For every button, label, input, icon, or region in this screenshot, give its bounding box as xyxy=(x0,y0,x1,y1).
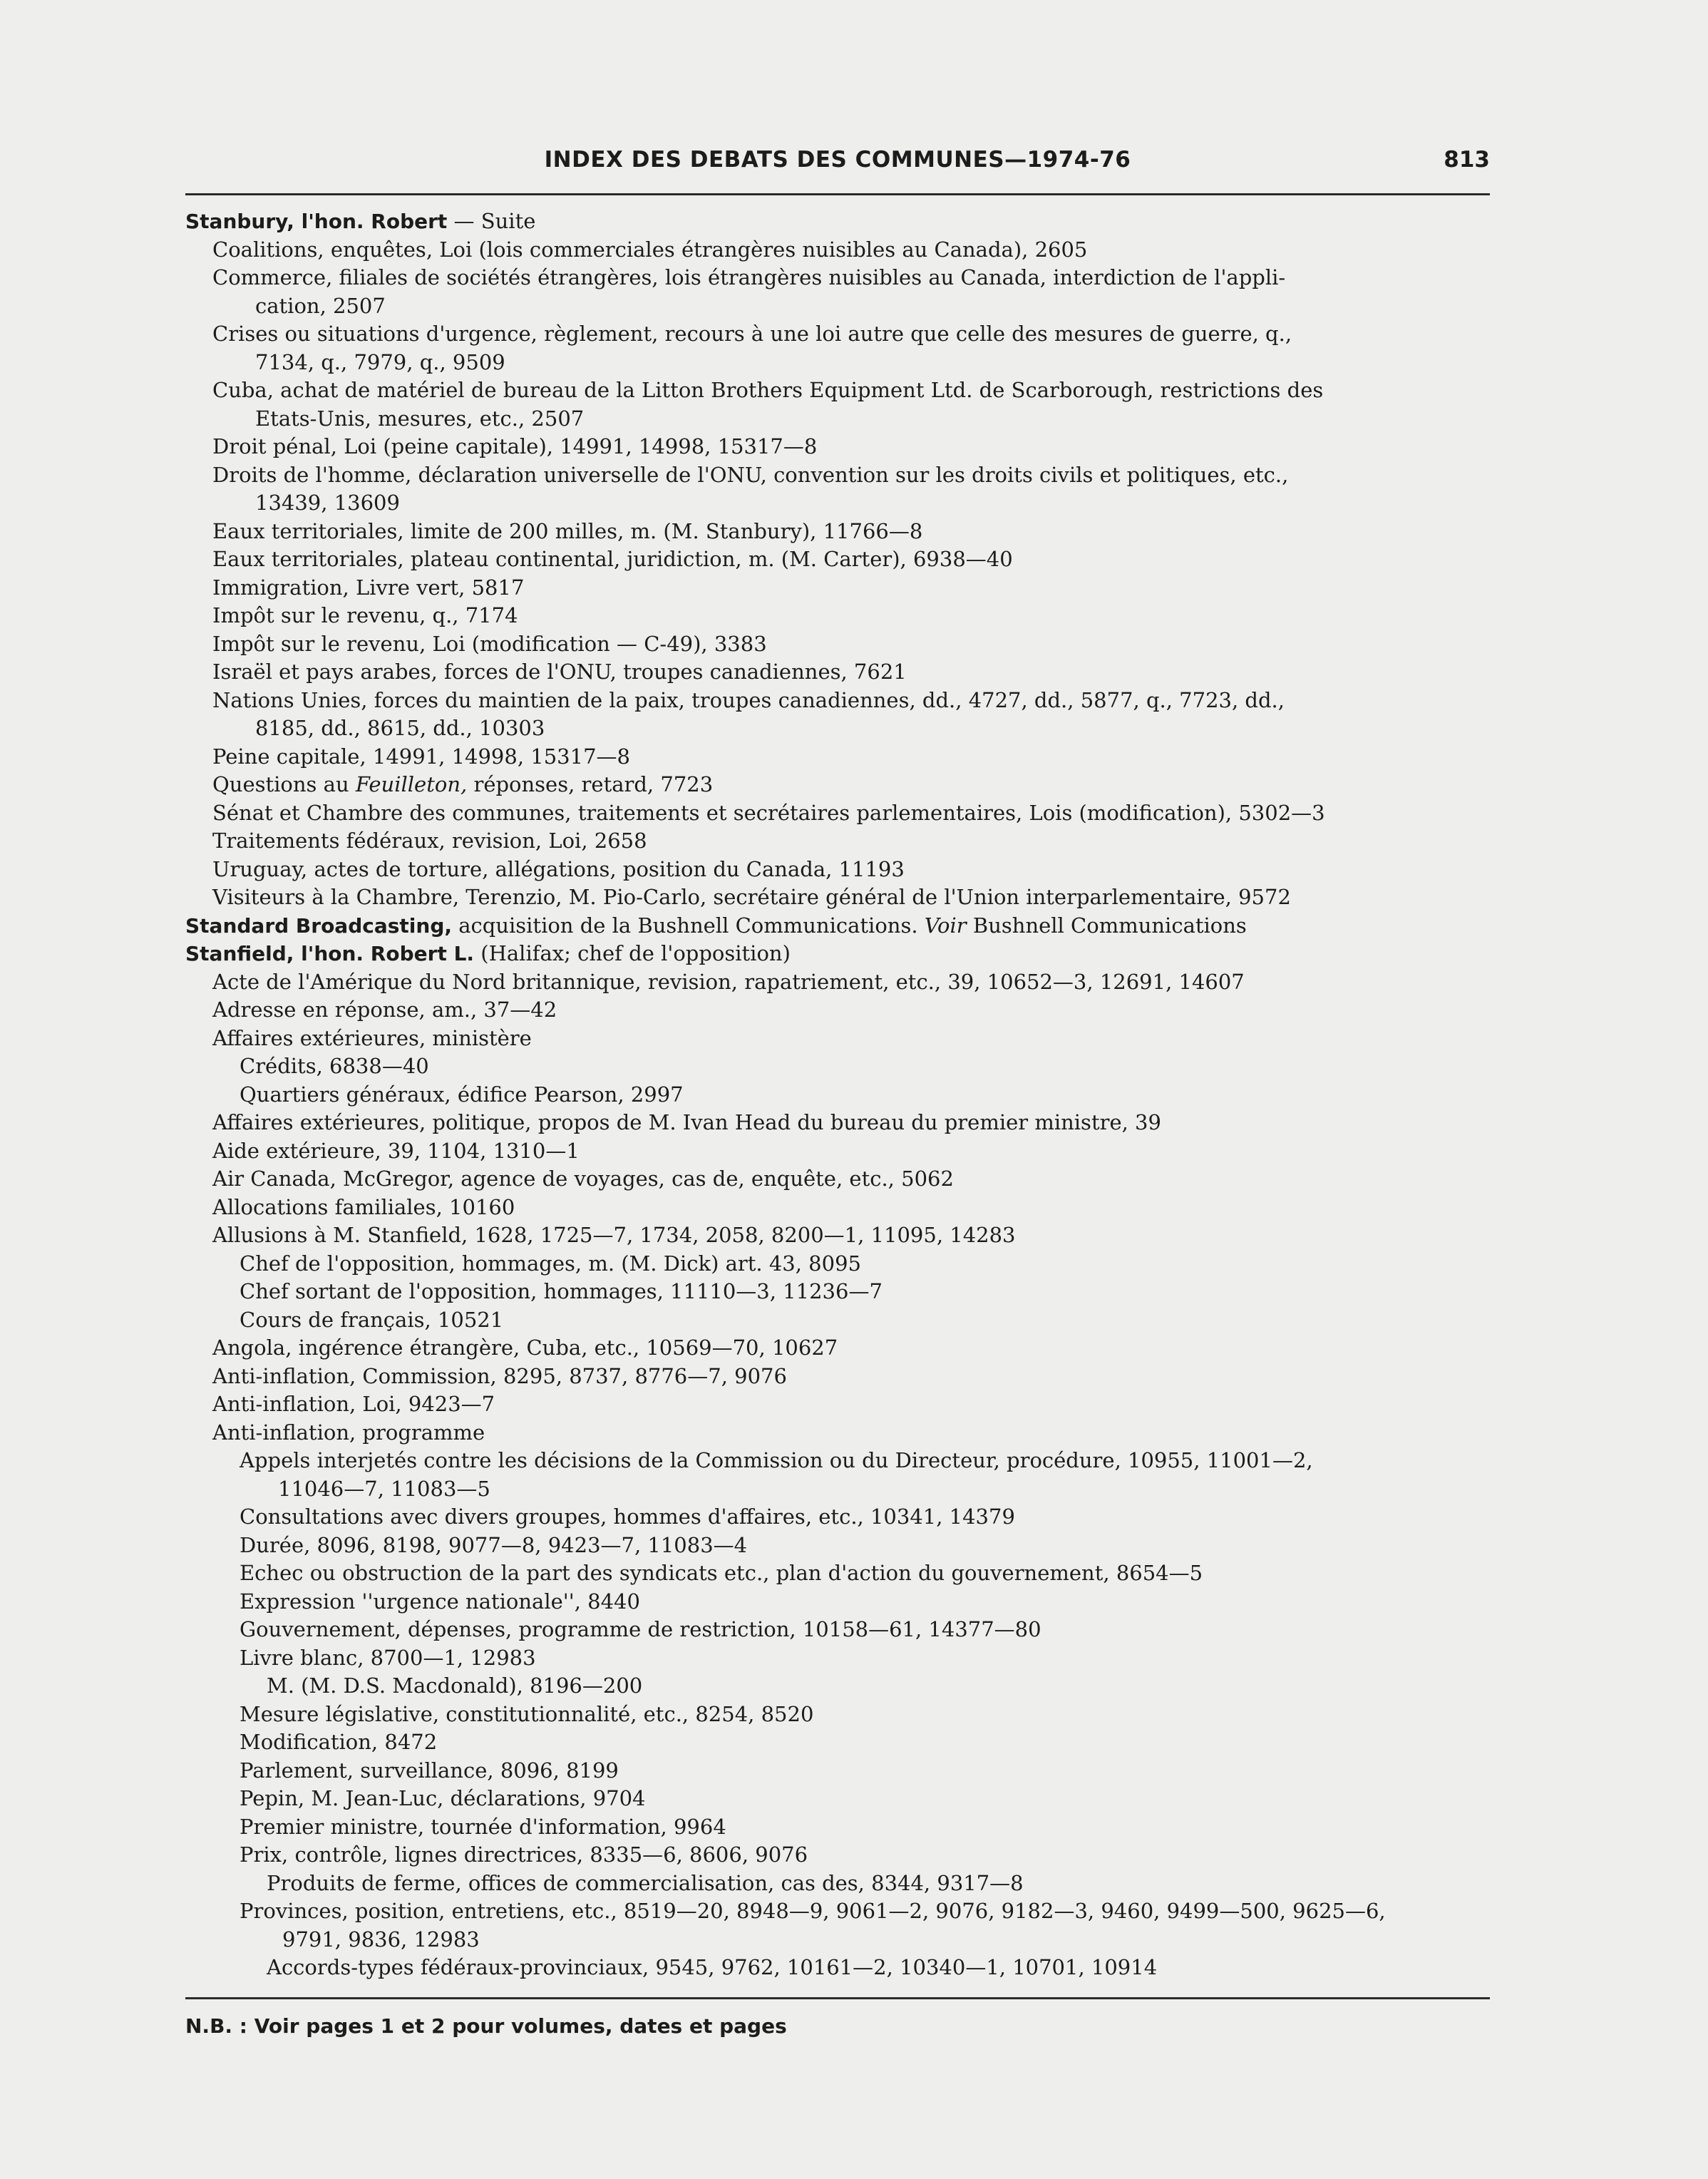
sub-entry-continuation: 13439, 13609 xyxy=(255,491,400,515)
sub-entry: Visiteurs à la Chambre, Terenzio, M. Pio-Carlo, secrétaire général de l'Union interparlementaire, 9572 xyxy=(212,885,1291,909)
running-title: INDEX DES DEBATS DES COMMUNES—1974-76 xyxy=(544,147,1131,173)
cross-reference-voir: Voir xyxy=(924,913,967,938)
sub-entry: Impôt sur le revenu, Loi (modification — C-49), 3383 xyxy=(212,631,767,656)
sub-sub-entry: Crédits, 6838—40 xyxy=(240,1054,429,1078)
sub-entry: Aide extérieure, 39, 1104, 1310—1 xyxy=(212,1138,580,1163)
sub-sub-entry: Chef de l'opposition, hommages, m. (M. Dick) art. 43, 8095 xyxy=(240,1251,861,1276)
sub-entry-continuation: 7134, q., 7979, q., 9509 xyxy=(255,349,505,374)
sub-entry: Eaux territoriales, plateau continental, juridiction, m. (M. Carter), 6938—40 xyxy=(212,547,1013,571)
sub-sub-entry: Quartiers généraux, édifice Pearson, 2997 xyxy=(240,1082,684,1107)
sub-sub-entry: Cours de français, 10521 xyxy=(240,1307,504,1332)
sub-sub-entry: Chef sortant de l'opposition, hommages, 11110—3, 11236—7 xyxy=(240,1279,883,1303)
sub-entry: Droit pénal, Loi (peine capitale), 14991, 14998, 15317—8 xyxy=(212,434,818,458)
sub-entry: Sénat et Chambre des communes, traitements et secrétaires parlementaires, Lois (modification), 5302—3 xyxy=(212,800,1325,825)
sub-entry-continuation: cation, 2507 xyxy=(255,293,386,318)
sub-entry: Nations Unies, forces du maintien de la paix, troupes canadiennes, dd., 4727, dd., 5877, q., 7723, dd., xyxy=(212,687,1285,712)
sub-entry xyxy=(185,771,1490,799)
footer-rule xyxy=(185,1997,1490,1999)
sub-sub-sub-entry: Accords-types fédéraux-provinciaux, 9545, 9762, 10161—2, 10340—1, 10701, 10914 xyxy=(267,1955,1158,1979)
sub-sub-entry: Modification, 8472 xyxy=(240,1730,438,1754)
sub-entry: Anti-inflation, Commission, 8295, 8737, 8776—7, 9076 xyxy=(212,1363,787,1388)
sub-entry: Uruguay, actes de torture, allégations, position du Canada, 11193 xyxy=(212,856,905,881)
sub-entry-text: réponses, retard, 7723 xyxy=(467,772,714,796)
running-header xyxy=(185,147,1490,187)
sub-entry: Eaux territoriales, limite de 200 milles, m. (M. Stanbury), 11766—8 xyxy=(212,518,923,543)
sub-entry-continuation: Etats-Unis, mesures, etc., 2507 xyxy=(255,406,585,431)
sub-entry: Angola, ingérence étrangère, Cuba, etc., 10569—70, 10627 xyxy=(212,1335,838,1360)
sub-entry: Israël et pays arabes, forces de l'ONU, troupes canadiennes, 7621 xyxy=(212,660,907,684)
entry-name: Stanbury, l'hon. Robert xyxy=(185,210,448,233)
footnote: N.B. : Voir pages 1 et 2 pour volumes, dates et pages xyxy=(185,2014,787,2038)
entry-name: Stanfield, l'hon. Robert L. xyxy=(185,942,475,965)
sub-entry: Coalitions, enquêtes, Loi (lois commerciales étrangères nuisibles au Canada), 2605 xyxy=(212,237,1088,262)
sub-entry: Impôt sur le revenu, q., 7174 xyxy=(212,603,518,627)
main-entry-stanfield xyxy=(185,940,1490,968)
page-number: 813 xyxy=(1444,147,1490,173)
sub-sub-entry: Echec ou obstruction de la part des syndicats etc., plan d'action du gouvernement, 8654—5 xyxy=(240,1561,1203,1585)
sub-sub-entry: Parlement, surveillance, 8096, 8199 xyxy=(240,1758,619,1783)
sub-entry-italic-term: Feuilleton, xyxy=(355,772,468,796)
sub-sub-entry: Durée, 8096, 8198, 9077—8, 9423—7, 11083—4 xyxy=(240,1532,748,1557)
sub-entry: Commerce, filiales de sociétés étrangères, lois étrangères nuisibles au Canada, interdiction de l'appli- xyxy=(212,265,1286,289)
sub-sub-entry-continuation: 11046—7, 11083—5 xyxy=(278,1476,490,1501)
sub-sub-entry-continuation: 9791, 9836, 12983 xyxy=(282,1927,480,1952)
sub-sub-entry: Mesure législative, constitutionnalité, etc., 8254, 8520 xyxy=(240,1701,814,1726)
sub-entry: Acte de l'Amérique du Nord britannique, revision, rapatriement, etc., 39, 10652—3, 12691, 14607 xyxy=(212,969,1245,994)
entry-qualifier: Bushnell Communications xyxy=(966,913,1247,938)
sub-entry: Air Canada, McGregor, agence de voyages, cas de, enquête, etc., 5062 xyxy=(212,1167,954,1191)
sub-entry: Crises ou situations d'urgence, règlement, recours à une loi autre que celle des mesures de guerre, q., xyxy=(212,322,1292,346)
entry-qualifier: acquisition de la Bushnell Communications. xyxy=(452,913,925,938)
sub-entry: Cuba, achat de matériel de bureau de la Litton Brothers Equipment Ltd. de Scarborough, restrictions des xyxy=(212,378,1324,402)
sub-entry: Affaires extérieures, ministère xyxy=(212,1025,532,1050)
sub-sub-entry: Provinces, position, entretiens, etc., 8519—20, 8948—9, 9061—2, 9076, 9182—3, 9460, 9499—500, 9625—6, xyxy=(240,1899,1386,1923)
sub-entry: Droits de l'homme, déclaration universelle de l'ONU, convention sur les droits civils et politiques, etc., xyxy=(212,462,1289,487)
sub-sub-sub-entry: Produits de ferme, offices de commercialisation, cas des, 8344, 9317—8 xyxy=(267,1870,1024,1895)
entry-qualifier: (Halifax; chef de l'opposition) xyxy=(474,941,791,965)
sub-entry: Immigration, Livre vert, 5817 xyxy=(212,575,525,600)
header-rule xyxy=(185,193,1490,195)
sub-sub-entry: Gouvernement, dépenses, programme de restriction, 10158—61, 14377—80 xyxy=(240,1617,1041,1641)
index-entries xyxy=(185,207,1490,1982)
sub-sub-entry: Livre blanc, 8700—1, 12983 xyxy=(240,1645,536,1670)
sub-sub-entry: Pepin, M. Jean-Luc, déclarations, 9704 xyxy=(240,1786,646,1810)
sub-sub-entry: Consultations avec divers groupes, hommes d'affaires, etc., 10341, 14379 xyxy=(240,1504,1015,1529)
sub-entry: Adresse en réponse, am., 37—42 xyxy=(212,998,557,1022)
sub-sub-entry: Prix, contrôle, lignes directrices, 8335—6, 8606, 9076 xyxy=(240,1842,808,1867)
entry-name: Standard Broadcasting, xyxy=(185,913,452,938)
sub-entry: Allusions à M. Stanfield, 1628, 1725—7, 1734, 2058, 8200—1, 11095, 14283 xyxy=(212,1223,1016,1247)
sub-entry: Traitements fédéraux, revision, Loi, 2658 xyxy=(212,829,647,853)
sub-entry: Affaires extérieures, politique, propos de M. Ivan Head du bureau du premier ministre, 39 xyxy=(212,1110,1161,1134)
sub-entry: Anti-inflation, Loi, 9423—7 xyxy=(212,1392,495,1416)
sub-sub-entry: Premier ministre, tournée d'information, 9964 xyxy=(240,1814,726,1839)
sub-entry: Peine capitale, 14991, 14998, 15317—8 xyxy=(212,744,630,769)
sub-sub-sub-entry: M. (M. D.S. Macdonald), 8196—200 xyxy=(267,1673,643,1698)
sub-sub-entry: Expression ''urgence nationale'', 8440 xyxy=(240,1589,640,1614)
sub-entry: Allocations familiales, 10160 xyxy=(212,1194,515,1219)
sub-entry-text: Questions au xyxy=(212,772,356,796)
entry-qualifier: — Suite xyxy=(447,209,536,233)
sub-sub-entry: Appels interjetés contre les décisions de la Commission ou du Directeur, procédure, 10955, 11001—2, xyxy=(240,1448,1313,1472)
sub-entry: Anti-inflation, programme xyxy=(212,1420,485,1445)
sub-entry-continuation: 8185, dd., 8615, dd., 10303 xyxy=(255,716,545,740)
main-entry-stanbury xyxy=(185,207,1490,236)
main-entry-standard-broadcasting xyxy=(185,912,1490,940)
